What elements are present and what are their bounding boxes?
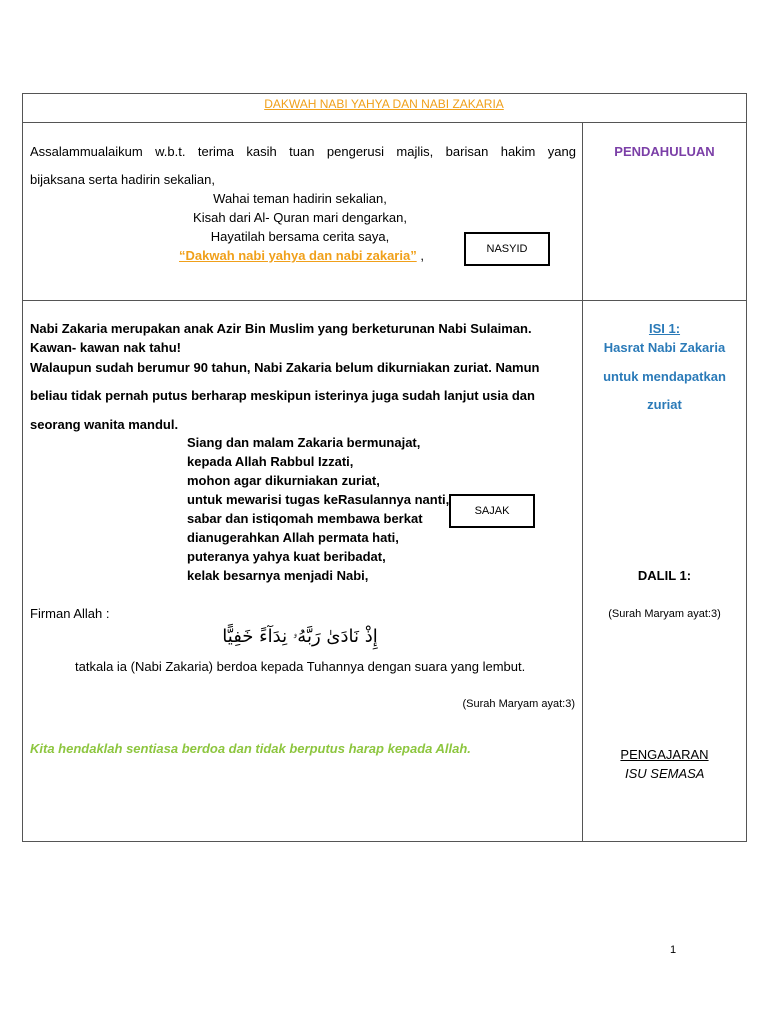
content-line-1: Nabi Zakaria merupakan anak Azir Bin Muslim yang berketurunan Nabi Sulaiman. <box>30 321 532 336</box>
nasyid-box <box>464 232 550 266</box>
content-line-2: Kawan- kawan nak tahu! <box>30 340 181 355</box>
poem-line-5: sabar dan istiqomah membawa berkat <box>187 511 423 526</box>
nasyid-label: NASYID <box>486 243 528 255</box>
poem-line-2: kepada Allah Rabbul Izzati, <box>187 454 354 469</box>
table-border-title-bottom <box>22 122 747 123</box>
content-line-3: Walaupun sudah berumur 90 tahun, Nabi Zakaria belum dikurniakan zuriat. Namun <box>30 360 540 375</box>
intro-paragraph-line-1: Assalammualaikum w.b.t. terima kasih tuan pengerusi majlis, barisan hakim yang <box>30 144 576 159</box>
table-border-bottom <box>22 841 747 842</box>
table-border-right <box>746 93 747 842</box>
intro-verse-line-1: Wahai teman hadirin sekalian, <box>213 191 387 206</box>
poem-line-8: kelak besarnya menjadi Nabi, <box>187 568 369 583</box>
dalil-label: DALIL 1: <box>637 568 692 583</box>
sajak-box <box>449 494 535 528</box>
table-border-left <box>22 93 23 842</box>
intro-verse-line-2: Kisah dari Al- Quran mari dengarkan, <box>193 210 407 225</box>
intro-quote-line <box>179 247 424 265</box>
isi-line-3: zuriat <box>647 397 682 412</box>
pengajaran-label: PENGAJARAN <box>620 747 709 762</box>
isi-line-2: untuk mendapatkan <box>603 369 726 384</box>
content-line-4: beliau tidak pernah putus berharap meskipun isterinya juga sudah lanjut usia dan <box>30 388 535 403</box>
intro-paragraph-line-2: bijaksana serta hadirin sekalian, <box>30 172 215 187</box>
poem-line-4: untuk mewarisi tugas keRasulannya nanti, <box>187 492 450 507</box>
verse-translation: tatkala ia (Nabi Zakaria) berdoa kepada Tuhannya dengan suara yang lembut. <box>75 659 526 674</box>
isi-label <box>583 321 746 336</box>
poem-line-7: puteranya yahya kuat beribadat, <box>187 549 386 564</box>
document-title: DAKWAH NABI YAHYA DAN NABI ZAKARIA <box>264 97 504 111</box>
intro-quote: “Dakwah nabi yahya dan nabi zakaria” <box>179 248 417 263</box>
table-border-middle <box>582 122 583 842</box>
page-number: 1 <box>670 944 677 956</box>
poem-line-3: mohon agar dikurniakan zuriat, <box>187 473 380 488</box>
content-line-5: seorang wanita mandul. <box>30 417 179 432</box>
table-border-row1-bottom <box>22 300 747 301</box>
firman-label: Firman Allah : <box>30 606 110 621</box>
poem-line-6: dianugerahkan Allah permata hati, <box>187 530 399 545</box>
dalil-citation: (Surah Maryam ayat:3) <box>608 608 721 620</box>
pendahuluan-label: PENDAHULUAN <box>614 144 715 159</box>
poem-line-1: Siang dan malam Zakaria bermunajat, <box>187 435 421 450</box>
intro-verse-line-3: Hayatilah bersama cerita saya, <box>210 229 390 244</box>
isu-semasa-label: ISU SEMASA <box>625 766 705 781</box>
verse-citation: (Surah Maryam ayat:3) <box>462 698 575 710</box>
isi-label-text: ISI 1: <box>648 321 681 336</box>
table-border-top <box>22 93 747 94</box>
intro-quote-suffix: , <box>416 248 424 263</box>
lesson-text: Kita hendaklah sentiasa berdoa dan tidak berputus harap kepada Allah. <box>30 741 471 756</box>
sajak-label: SAJAK <box>474 505 510 517</box>
isi-line-1: Hasrat Nabi Zakaria <box>603 340 726 355</box>
arabic-verse: إِذْ نَادَىٰ رَبَّهُۥ نِدَآءً خَفِيًّا <box>222 626 378 647</box>
